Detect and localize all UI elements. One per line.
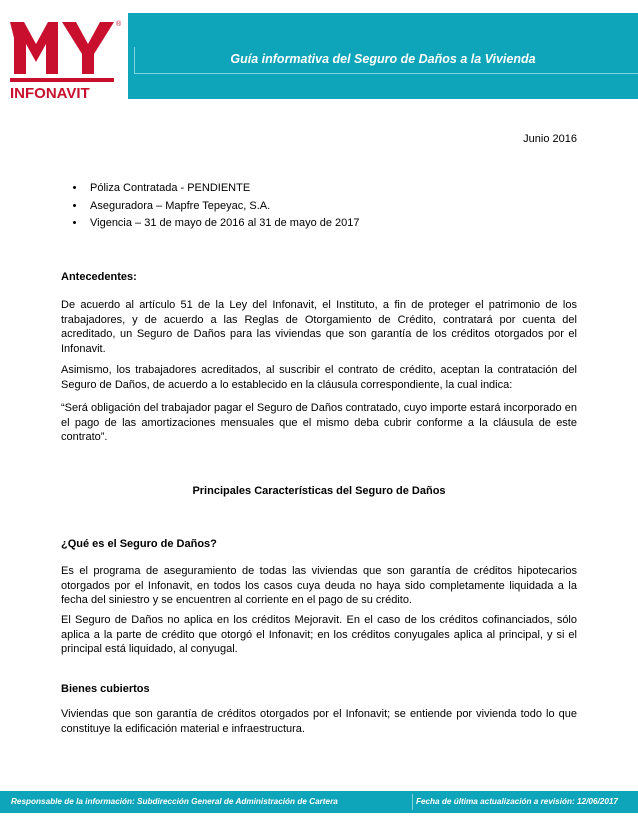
logo-text: INFONAVIT [10, 85, 90, 102]
bienes-paragraph-1: Viviendas que son garantía de créditos otorgados por el Infonavit; se entiende por vivienda todo lo que constituye la edificación material e infraestructura. [61, 708, 577, 735]
bienes-heading-block [61, 682, 577, 697]
list-item: • Vigencia – 31 de mayo de 2016 al 31 de mayo de 2017 [86, 215, 360, 233]
svg-text:®: ® [116, 21, 122, 28]
list-item: • Aseguradora – Mapfre Tepeyac, S.A. [86, 198, 360, 216]
antecedentes-heading: Antecedentes: [61, 271, 137, 283]
list-item: • Póliza Contratada - PENDIENTE [86, 180, 360, 198]
antecedentes-block-3 [61, 401, 577, 445]
footer-responsible: Responsable de la información: Subdirección General de Administración de Cartera [11, 797, 338, 806]
document-date: Junio 2016 [523, 133, 577, 145]
que-es-block-1 [61, 564, 577, 608]
footer-divider [412, 794, 413, 810]
document-title: Guía informativa del Seguro de Daños a la Vivienda [230, 52, 536, 66]
que-es-paragraph-1: Es el programa de aseguramiento de todas las viviendas que son garantía de créditos hipotecarios otorgados por el Infonavit, en todos los casos cuya deuda no haya sido completamente liquidada a la fecha del siniestro y se encuentren al corriente en el pago de su crédito. [61, 565, 577, 606]
principales-heading: Principales Características del Seguro de Daños [192, 485, 446, 497]
antecedentes-quote: “Será obligación del trabajador pagar el Seguro de Daños contratado, cuyo importe estará incorporado en el pago de las amortizaciones mensuales que el mismo deba cubrir conforme a la cláusula de este contrato”. [61, 402, 577, 443]
infonavit-logo [6, 14, 124, 104]
antecedentes-block-2 [61, 363, 577, 392]
que-es-heading-block [61, 537, 577, 552]
footer-update-date: Fecha de última actualización a revisión: 12/06/2017 [415, 797, 618, 806]
que-es-paragraph-2: El Seguro de Daños no aplica en los créditos Mejoravit. En el caso de los créditos cofinanciados, sólo aplica a la parte de crédito que otorgó el Infonavit; en los créditos conyugales aplica al principal, y si el principal está liquidado, al conyugal. [61, 614, 577, 655]
que-es-heading: ¿Qué es el Seguro de Daños? [61, 538, 217, 550]
que-es-block-2 [61, 613, 577, 657]
policy-bullet-list [66, 180, 360, 233]
antecedentes-paragraph-1: De acuerdo al artículo 51 de la Ley del Infonavit, el Instituto, a fin de proteger el patrimonio de los trabajadores, y de acuerdo a las Reglas de Otorgamiento de Crédito, contratará por cuenta del acreditado, un Seguro de Daños para las viviendas que son garantía de los créditos otorgados por el Infonavit. [61, 299, 577, 355]
footer-bar [0, 791, 638, 813]
header-bar [128, 13, 638, 99]
principales-block [61, 484, 577, 499]
bienes-heading: Bienes cubiertos [61, 683, 150, 695]
bienes-block-1 [61, 707, 577, 736]
antecedentes-block-1 [61, 298, 577, 356]
antecedentes-heading-block [61, 270, 577, 285]
antecedentes-paragraph-2: Asimismo, los trabajadores acreditados, al suscribir el contrato de crédito, aceptan la contratación del Seguro de Daños, de acuerdo a lo establecido en la cláusula correspondiente, la cual indica: [61, 364, 577, 391]
